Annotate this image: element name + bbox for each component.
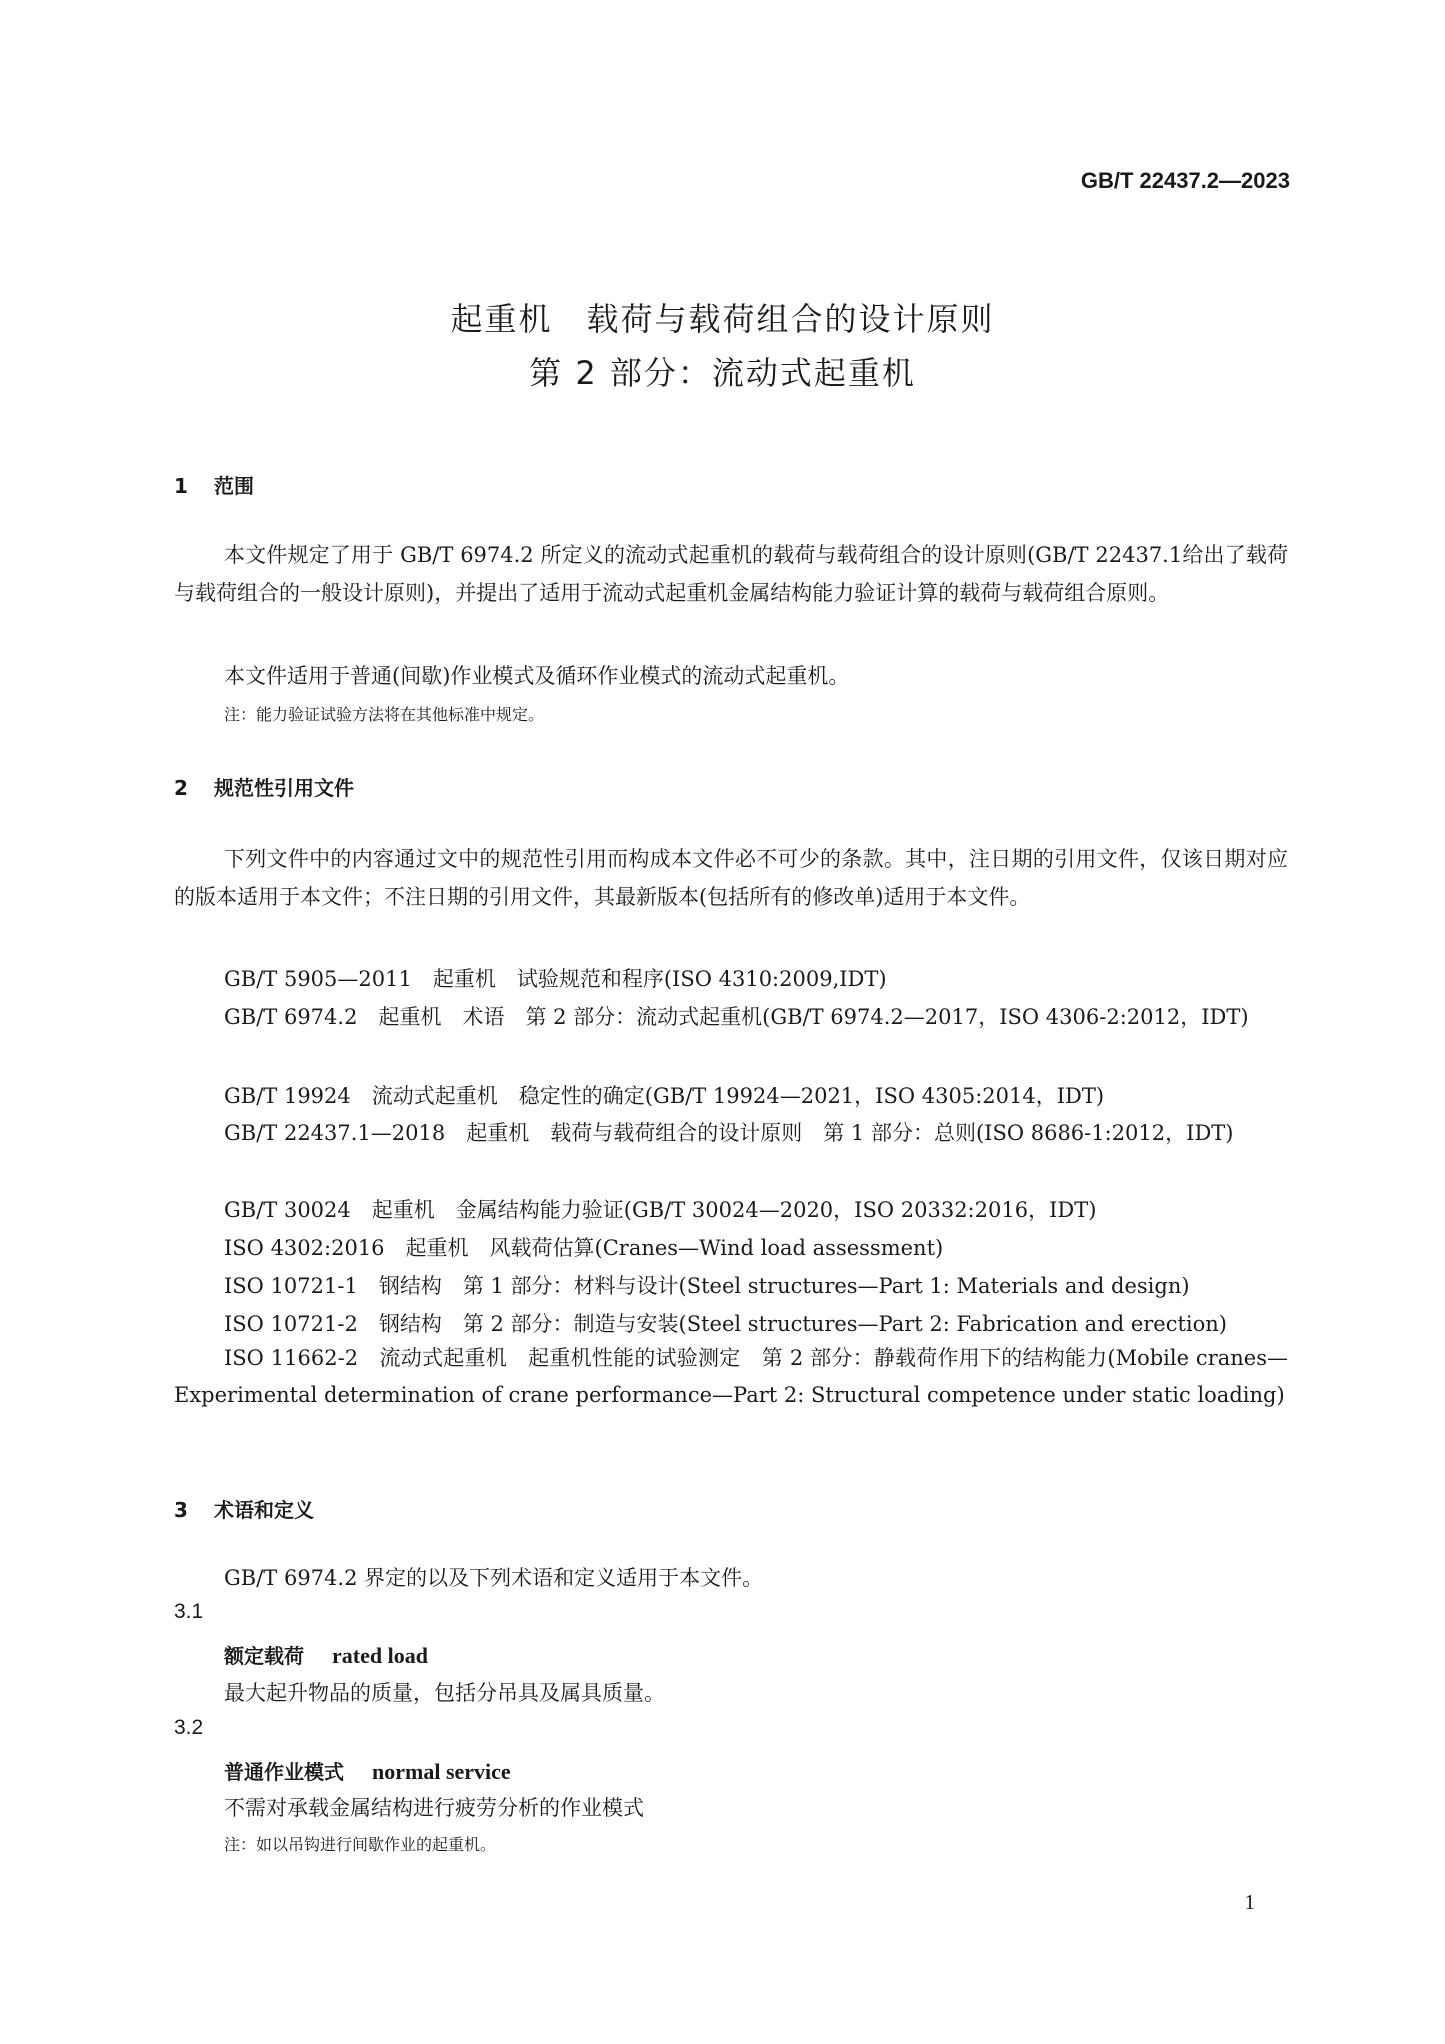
term-number: 3.1 xyxy=(174,1600,204,1623)
section-title: 规范性引用文件 xyxy=(214,776,354,800)
section-2-heading xyxy=(174,772,354,801)
section-1-scope-paragraph: 本文件适用于普通(间歇)作业模式及循环作业模式的流动式起重机。 xyxy=(224,664,850,688)
reference-item: GB/T 22437.1—2018 起重机 载荷与载荷组合的设计原则 第 1 部分：总则(ISO 8686-1:2012，IDT) xyxy=(224,1121,1234,1145)
term-zh: 普通作业模式 xyxy=(224,1760,344,1784)
section-number: 2 xyxy=(174,776,188,800)
section-title: 范围 xyxy=(214,474,254,498)
document-title-line2: 第 2 部分：流动式起重机 xyxy=(529,354,916,392)
term-heading xyxy=(224,1640,428,1669)
term-definition: 最大起升物品的质量，包括分吊具及属具质量。 xyxy=(224,1681,665,1705)
section-number: 3 xyxy=(174,1498,188,1522)
section-2-intro: 下列文件中的内容通过文中的规范性引用而构成本文件必不可少的条款。其中，注日期的引用文件，仅该日期对应的版本适用于本文件；不注日期的引用文件，其最新版本(包括所有的修改单)适用于本文件。 xyxy=(174,847,1288,909)
term-en: normal service xyxy=(372,1759,511,1784)
reference-item: ISO 10721-1 钢结构 第 1 部分：材料与设计(Steel structures—Part 1: Materials and design) xyxy=(224,1274,1190,1298)
term-heading xyxy=(224,1756,511,1785)
section-3-intro: GB/T 6974.2 界定的以及下列术语和定义适用于本文件。 xyxy=(224,1566,764,1590)
section-1-heading xyxy=(174,470,254,499)
term-number: 3.2 xyxy=(174,1716,204,1739)
reference-item: GB/T 30024 起重机 金属结构能力验证(GB/T 30024—2020，ISO 20332:2016，IDT) xyxy=(224,1198,1097,1222)
document-title-line1: 起重机 载荷与载荷组合的设计原则 xyxy=(450,300,995,338)
reference-item: GB/T 19924 流动式起重机 稳定性的确定(GB/T 19924—2021，ISO 4305:2014，IDT) xyxy=(224,1084,1105,1108)
term-definition: 不需对承载金属结构进行疲劳分析的作业模式 xyxy=(224,1796,644,1820)
term-note: 注：如以吊钩进行间歇作业的起重机。 xyxy=(224,1835,497,1854)
section-title: 术语和定义 xyxy=(214,1498,314,1522)
reference-item: GB/T 5905—2011 起重机 试验规范和程序(ISO 4310:2009,IDT) xyxy=(224,967,887,991)
reference-item: GB/T 6974.2 起重机 术语 第 2 部分：流动式起重机(GB/T 6974.2—2017，ISO 4306-2:2012，IDT) xyxy=(224,1005,1249,1029)
standard-number: GB/T 22437.2—2023 xyxy=(1080,168,1290,193)
section-1-paragraph: 本文件规定了用于 GB/T 6974.2 所定义的流动式起重机的载荷与载荷组合的设计原则(GB/T 22437.1给出了载荷与载荷组合的一般设计原则)，并提出了适用于流动式起重机金属结构能力验证计算的载荷与载荷组合原则。 xyxy=(174,543,1288,605)
reference-item: ISO 10721-2 钢结构 第 2 部分：制造与安装(Steel structures—Part 2: Fabrication and erection) xyxy=(224,1312,1228,1336)
term-en: rated load xyxy=(332,1643,428,1668)
section-1-note: 注：能力验证试验方法将在其他标准中规定。 xyxy=(224,705,545,724)
section-number: 1 xyxy=(174,474,188,498)
page-number: 1 xyxy=(1244,1890,1255,1914)
term-zh: 额定载荷 xyxy=(224,1644,304,1668)
reference-item: ISO 4302:2016 起重机 风载荷估算(Cranes—Wind load assessment) xyxy=(224,1236,944,1260)
reference-item: ISO 11662-2 流动式起重机 起重机性能的试验测定 第 2 部分：静载荷作用下的结构能力(Mobile cranes—Experimental determination of crane performance—Part 2: Structural competence under static loading) xyxy=(174,1346,1288,1407)
section-3-heading xyxy=(174,1494,314,1523)
